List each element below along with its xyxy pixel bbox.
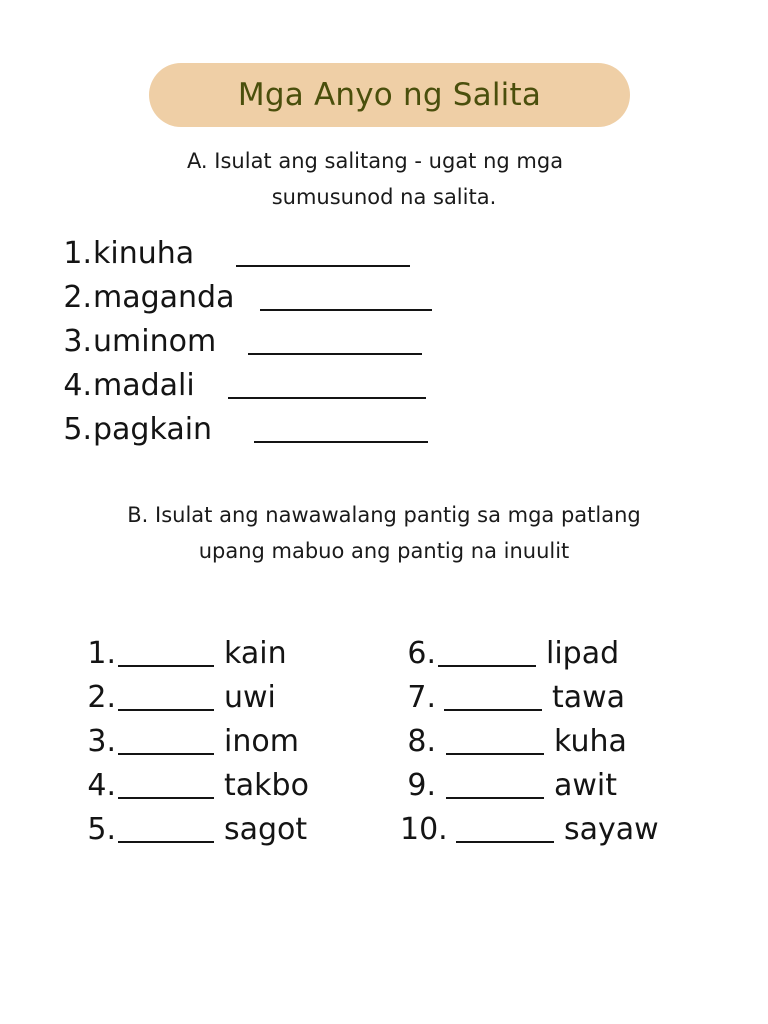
item-word: awit (554, 768, 618, 803)
answer-blank[interactable] (118, 723, 214, 755)
item-number: 1. (87, 636, 116, 671)
part-a-instruction-line1: A. Isulat ang salitang - ugat ng mga (186, 149, 564, 173)
title-banner (149, 63, 630, 127)
list-item (56, 364, 432, 408)
part-b-instruction-line2: upang mabuo ang pantig na inuulit (198, 539, 570, 563)
answer-blank[interactable] (118, 635, 214, 667)
item-number: 4. (87, 768, 116, 803)
list-item (400, 676, 659, 720)
list-item (80, 632, 309, 676)
item-word: sayaw (564, 812, 659, 847)
item-word: uwi (224, 680, 276, 715)
answer-blank[interactable] (118, 811, 214, 843)
list-item (400, 808, 659, 852)
item-word: inom (224, 724, 299, 759)
list-item (56, 276, 432, 320)
answer-blank[interactable] (446, 723, 544, 755)
list-item (56, 320, 432, 364)
item-word: madali (93, 368, 195, 403)
list-item (80, 764, 309, 808)
part-a-list (56, 232, 432, 452)
item-word: maganda (93, 280, 235, 315)
list-item (80, 720, 309, 764)
answer-blank[interactable] (248, 323, 422, 355)
page-title: Mga Anyo ng Salita (237, 77, 542, 113)
item-word: takbo (224, 768, 309, 803)
answer-blank[interactable] (444, 679, 542, 711)
list-item (56, 232, 432, 276)
item-number: 4. (63, 368, 92, 403)
part-b-right-column (400, 632, 659, 852)
item-word: kain (224, 636, 287, 671)
item-number: 5. (87, 812, 116, 847)
list-item (80, 676, 309, 720)
item-number: 6. (407, 636, 436, 671)
answer-blank[interactable] (446, 767, 544, 799)
part-b-left-column (80, 632, 309, 852)
item-word: uminom (93, 324, 217, 359)
part-b-instruction-line1: B. Isulat ang nawawalang pantig sa mga patlang (127, 503, 641, 527)
list-item (400, 720, 659, 764)
list-item (80, 808, 309, 852)
item-number: 10. (400, 812, 448, 847)
item-number: 3. (63, 324, 92, 359)
answer-blank[interactable] (118, 767, 214, 799)
list-item (400, 764, 659, 808)
answer-blank[interactable] (254, 411, 428, 443)
item-word: pagkain (93, 412, 213, 447)
answer-blank[interactable] (236, 235, 410, 267)
item-number: 2. (63, 280, 92, 315)
item-word: tawa (552, 680, 626, 715)
item-number: 1. (63, 236, 92, 271)
part-a-instruction-line2: sumusunod na salita. (271, 185, 497, 209)
item-number: 8. (407, 724, 436, 759)
part-b-instruction (0, 497, 768, 569)
item-number: 5. (63, 412, 92, 447)
answer-blank[interactable] (456, 811, 554, 843)
list-item (400, 632, 659, 676)
item-number: 3. (87, 724, 116, 759)
answer-blank[interactable] (260, 279, 432, 311)
item-number: 2. (87, 680, 116, 715)
answer-blank[interactable] (228, 367, 426, 399)
item-word: kinuha (93, 236, 195, 271)
item-number: 7. (407, 680, 436, 715)
item-word: lipad (546, 636, 620, 671)
answer-blank[interactable] (118, 679, 214, 711)
item-number: 9. (407, 768, 436, 803)
list-item (56, 408, 432, 452)
answer-blank[interactable] (438, 635, 536, 667)
part-a-instruction (0, 143, 768, 215)
item-word: sagot (224, 812, 308, 847)
item-word: kuha (554, 724, 627, 759)
